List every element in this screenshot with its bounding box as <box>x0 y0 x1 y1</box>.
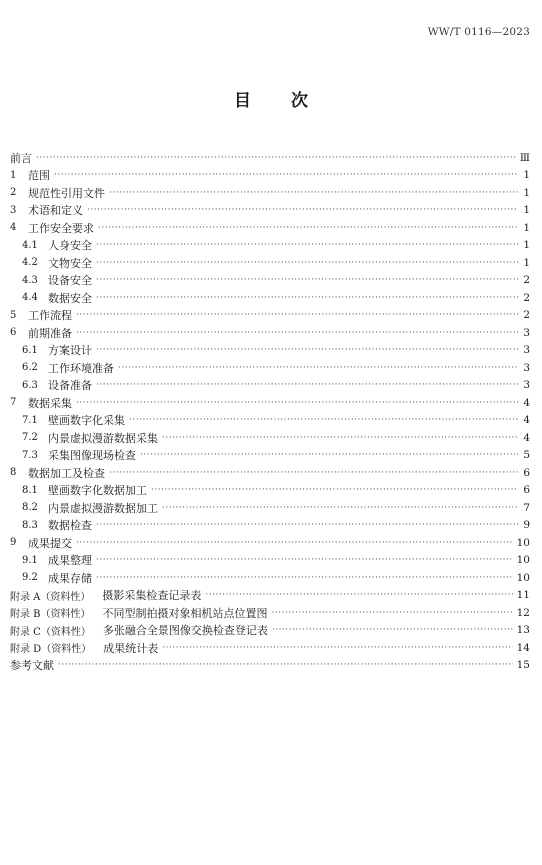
toc-entry-page: 9 <box>523 519 530 532</box>
toc-entry[interactable] <box>10 639 530 657</box>
toc-entry-label: 前期准备 <box>28 326 72 340</box>
toc-entry-page: 7 <box>523 501 530 514</box>
toc-entry-label: 工作环境准备 <box>48 361 114 375</box>
toc-entry-page: 13 <box>516 624 530 637</box>
toc-entry[interactable] <box>10 622 530 640</box>
toc-entry[interactable] <box>10 289 530 307</box>
toc-entry[interactable] <box>10 219 530 237</box>
toc-entry[interactable] <box>10 237 530 255</box>
toc-leader-dots <box>87 205 518 215</box>
toc-leader-dots <box>96 258 518 268</box>
toc-entry[interactable] <box>10 447 530 465</box>
toc-entry[interactable] <box>10 272 530 290</box>
toc-entry-page: 1 <box>523 256 530 269</box>
toc-entry-page: 2 <box>523 309 530 322</box>
toc-entry-number: 6.2 <box>22 362 38 374</box>
toc-entry-label: 人身安全 <box>48 239 92 253</box>
toc-entry-page: 14 <box>516 641 530 654</box>
toc-entry-number: 4.1 <box>22 239 38 251</box>
toc-entry[interactable] <box>10 429 530 447</box>
toc-entry-label: 参考文献 <box>10 659 54 673</box>
toc-entry-page: 4 <box>523 431 530 444</box>
toc-entry-number: 7.1 <box>22 414 38 426</box>
toc-leader-dots <box>54 170 518 180</box>
toc-entry-number: 9.1 <box>22 554 38 566</box>
toc-leader-dots <box>272 625 513 635</box>
toc-entry[interactable] <box>10 342 530 360</box>
toc-entry-number: 9 <box>10 537 17 549</box>
toc-leader-dots <box>109 188 518 198</box>
toc-entry-label: 成果存储 <box>48 571 92 585</box>
toc-entry-page: 2 <box>523 274 530 287</box>
toc-entry-page: 1 <box>523 239 530 252</box>
toc-entry-page: 3 <box>523 379 530 392</box>
toc-entry[interactable] <box>10 324 530 342</box>
toc-entry-page: 3 <box>523 361 530 374</box>
toc-entry-number: 1 <box>10 169 17 181</box>
toc-entry-label: 数据安全 <box>48 291 92 305</box>
toc-leader-dots <box>272 608 513 618</box>
toc-entry-label: 摄影采集检查记录表 <box>102 589 202 603</box>
toc-entry-page: 1 <box>523 221 530 234</box>
toc-entry-number: 8.3 <box>22 519 38 531</box>
toc-leader-dots <box>96 555 513 565</box>
table-of-contents <box>10 149 530 674</box>
toc-entry-number: 4.3 <box>22 274 38 286</box>
toc-entry-label: 数据采集 <box>28 396 72 410</box>
toc-entry-label: 内景虚拟漫游数据加工 <box>48 501 158 515</box>
toc-entry-number: 4.4 <box>22 292 38 304</box>
toc-entry[interactable] <box>10 604 530 622</box>
toc-entry-page: 12 <box>516 606 530 619</box>
toc-entry[interactable] <box>10 412 530 430</box>
toc-leader-dots <box>76 538 513 548</box>
toc-entry-label: 内景虚拟漫游数据采集 <box>48 431 158 445</box>
toc-entry[interactable] <box>10 517 530 535</box>
toc-entry-page: 11 <box>516 589 530 602</box>
toc-entry-page: 10 <box>516 536 530 549</box>
toc-entry-number: 4.2 <box>22 257 38 269</box>
toc-entry-number: 4 <box>10 222 17 234</box>
toc-entry-page: 10 <box>516 554 530 567</box>
toc-leader-dots <box>96 240 518 250</box>
toc-leader-dots <box>36 153 516 163</box>
toc-entry[interactable] <box>10 184 530 202</box>
toc-leader-dots <box>76 328 518 338</box>
toc-entry-label: 多张融合全景图像交换检查登记表 <box>102 624 268 638</box>
toc-entry-number: 2 <box>10 187 17 199</box>
toc-entry-page: 3 <box>523 326 530 339</box>
toc-entry-label: 设备准备 <box>48 379 92 393</box>
toc-entry-label: 成果统计表 <box>103 641 159 655</box>
toc-entry-label: 术语和定义 <box>28 204 83 218</box>
toc-leader-dots <box>162 643 512 653</box>
toc-entry-label: 数据加工及检查 <box>28 466 105 480</box>
toc-entry-label: 工作流程 <box>28 309 72 323</box>
toc-entry-page: 1 <box>523 169 530 182</box>
toc-leader-dots <box>129 415 518 425</box>
toc-leader-dots <box>96 293 518 303</box>
toc-entry-number: 附录 C（资料性） <box>10 626 91 638</box>
toc-entry-label: 前言 <box>10 151 32 165</box>
toc-entry-page: 4 <box>523 414 530 427</box>
toc-entry-page: 1 <box>523 186 530 199</box>
toc-entry-label: 壁画数字化采集 <box>48 414 125 428</box>
toc-entry[interactable] <box>10 657 530 675</box>
toc-leader-dots <box>96 380 518 390</box>
toc-entry-page: 2 <box>523 291 530 304</box>
toc-entry-label: 不同型制拍摄对象相机站点位置图 <box>102 606 268 620</box>
toc-entry-page: 5 <box>523 449 530 462</box>
toc-leader-dots <box>58 660 513 670</box>
toc-entry-label: 工作安全要求 <box>28 221 94 235</box>
toc-leader-dots <box>96 275 518 285</box>
toc-entry[interactable] <box>10 167 530 185</box>
toc-entry-number: 6.1 <box>22 344 38 356</box>
toc-entry-number: 附录 B（资料性） <box>10 609 91 621</box>
toc-entry-number: 附录 A（资料性） <box>10 591 91 603</box>
toc-entry[interactable] <box>10 482 530 500</box>
toc-entry-label: 文物安全 <box>48 256 92 270</box>
toc-entry-label: 采集图像现场检查 <box>48 449 136 463</box>
toc-entry-label: 壁画数字化数据加工 <box>48 484 147 498</box>
toc-entry-label: 设备安全 <box>48 274 92 288</box>
toc-leader-dots <box>151 485 518 495</box>
toc-leader-dots <box>118 363 518 373</box>
toc-entry-number: 6.3 <box>22 379 38 391</box>
toc-leader-dots <box>96 520 518 530</box>
toc-entry[interactable] <box>10 464 530 482</box>
toc-entry-page: 6 <box>523 466 530 479</box>
toc-entry-number: 7.2 <box>22 432 38 444</box>
toc-leader-dots <box>76 310 518 320</box>
toc-entry[interactable] <box>10 359 530 377</box>
toc-entry-number: 9.2 <box>22 572 38 584</box>
toc-leader-dots <box>96 573 513 583</box>
toc-entry-label: 规范性引用文件 <box>28 186 105 200</box>
toc-entry-page: Ⅲ <box>519 151 530 164</box>
toc-leader-dots <box>205 590 512 600</box>
toc-leader-dots <box>109 468 518 478</box>
toc-entry[interactable] <box>10 394 530 412</box>
toc-entry-label: 成果整理 <box>48 554 92 568</box>
toc-entry-number: 8 <box>10 467 17 479</box>
toc-entry[interactable] <box>10 202 530 220</box>
toc-entry-page: 15 <box>516 659 530 672</box>
toc-entry-label: 方案设计 <box>48 344 92 358</box>
toc-entry[interactable] <box>10 377 530 395</box>
toc-entry[interactable] <box>10 149 530 167</box>
toc-entry-number: 8.1 <box>22 484 38 496</box>
toc-leader-dots <box>162 433 518 443</box>
toc-entry[interactable] <box>10 587 530 605</box>
toc-leader-dots <box>98 223 518 233</box>
toc-entry[interactable] <box>10 552 530 570</box>
toc-entry-number: 7.3 <box>22 449 38 461</box>
toc-leader-dots <box>96 345 518 355</box>
page-title: 目次 <box>234 91 348 111</box>
standard-code: WW/T 0116—2023 <box>427 26 530 38</box>
toc-leader-dots <box>140 450 518 460</box>
toc-entry-page: 10 <box>516 571 530 584</box>
toc-entry-page: 6 <box>523 484 530 497</box>
toc-entry[interactable] <box>10 569 530 587</box>
toc-entry-page: 3 <box>523 344 530 357</box>
toc-entry-number: 7 <box>10 397 17 409</box>
toc-entry-label: 数据检查 <box>48 519 92 533</box>
toc-leader-dots <box>76 398 518 408</box>
toc-entry[interactable] <box>10 307 530 325</box>
toc-entry-page: 4 <box>523 396 530 409</box>
toc-entry-number: 3 <box>10 204 17 216</box>
toc-leader-dots <box>162 503 518 513</box>
toc-entry[interactable] <box>10 534 530 552</box>
toc-entry-label: 成果提交 <box>28 536 72 550</box>
toc-entry-number: 6 <box>10 327 17 339</box>
toc-entry[interactable] <box>10 499 530 517</box>
toc-entry-number: 5 <box>10 309 17 321</box>
toc-entry-number: 附录 D（资料性） <box>10 644 92 656</box>
toc-entry-page: 1 <box>523 204 530 217</box>
toc-entry-number: 8.2 <box>22 502 38 514</box>
toc-entry[interactable] <box>10 254 530 272</box>
toc-entry-label: 范围 <box>28 169 50 183</box>
